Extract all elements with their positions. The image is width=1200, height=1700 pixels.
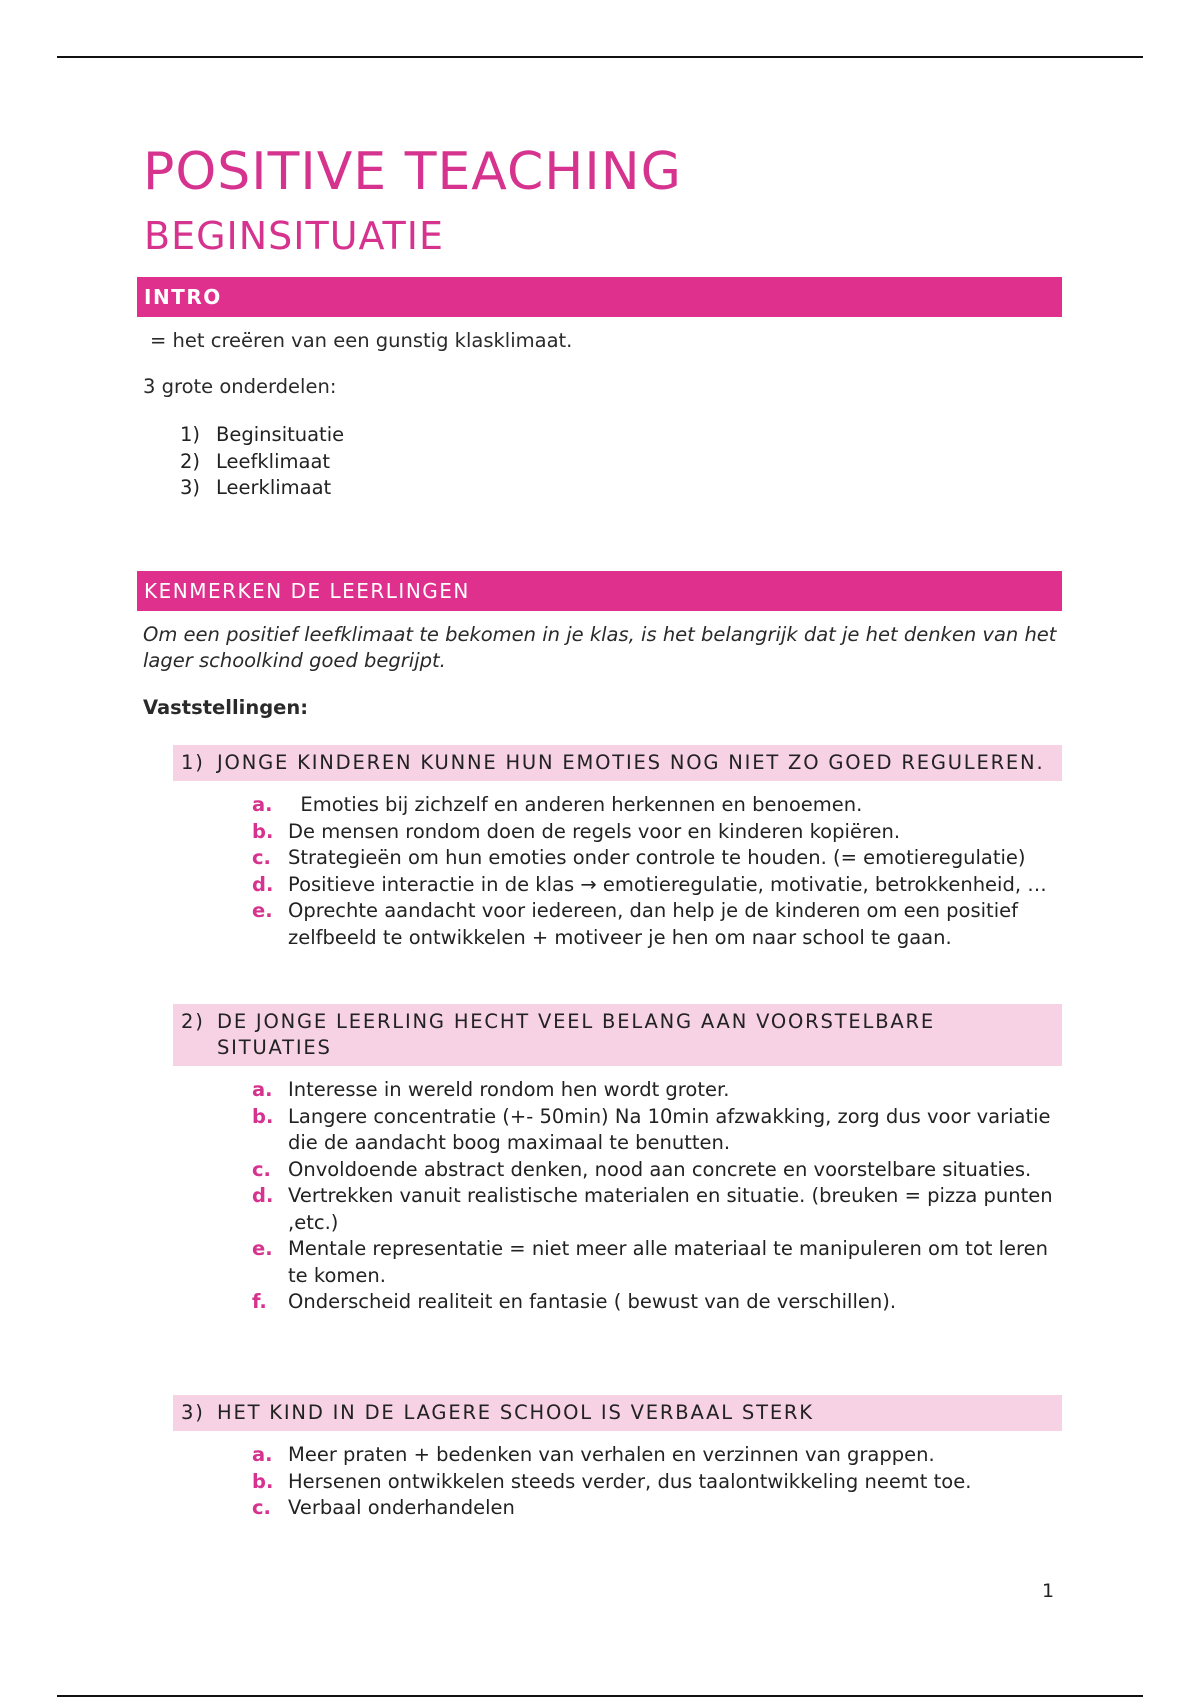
list-item: c. Verbaal onderhandelen [252,1496,515,1519]
list-item: b. Langere concentratie (+- 50min) Na 10min afzwakking, zorg dus voor variatie die de aandacht boog maximaal te benutten. [252,1104,1051,1154]
list-item: 1) Beginsituatie [180,423,345,446]
list-item: 2) Leefklimaat [180,449,331,473]
list-item: f. Onderscheid realiteit en fantasie ( bewust van de verschillen). [252,1290,897,1313]
list-item: a. Meer praten + bedenken van verhalen en verzinnen van grappen. [252,1443,935,1466]
list-item: a. Interesse in wereld rondom hen wordt groter. [252,1078,730,1101]
document-subtitle: BEGINSITUATIE [144,214,444,258]
vaststellingen-label: Vaststellingen: [143,696,309,719]
subsection-heading-3: 3) HET KIND IN DE LAGERE SCHOOL IS VERBAAL STERK [173,1395,1062,1431]
kenmerken-lead: Om een positief leefklimaat te bekomen in je klas, is het belangrijk dat je het denken van het lager schoolkind goed begrijpt. [143,623,1057,672]
list-item: 3) Leerklimaat [180,476,332,499]
subsection-heading-1: 1) JONGE KINDEREN KUNNE HUN EMOTIES NOG NIET ZO GOED REGULEREN. [173,745,1062,781]
list-item: b. Hersenen ontwikkelen steeds verder, dus taalontwikkeling neemt toe. [252,1469,972,1493]
list-item: d. Vertrekken vanuit realistische materialen en situatie. (breuken = pizza punten ,etc.) [252,1184,1053,1234]
footer-rule [57,1695,1143,1697]
list-item: c. Strategieën om hun emoties onder controle te houden. (= emotieregulatie) [252,846,1026,869]
section-heading-intro: INTRO [137,277,1062,317]
intro-parts-list [180,422,344,502]
page-number: 1 [1042,1580,1055,1602]
list-item: d. Positieve interactie in de klas → emotieregulatie, motivatie, betrokkenheid, … [252,872,1047,896]
list-item: c. Onvoldoende abstract denken, nood aan concrete en voorstelbare situaties. [252,1157,1032,1181]
document-title: POSITIVE TEACHING [143,142,682,202]
list-item: e. Mentale representatie = niet meer alle materiaal te manipuleren om tot leren te komen. [252,1237,1048,1287]
list-item: e. Oprechte aandacht voor iedereen, dan help je de kinderen om een positief zelfbeeld te ontwikkelen + motiveer je hen om naar school te gaan. [252,899,1018,949]
list-item: a. Emoties bij zichzelf en anderen herkennen en benoemen. [252,793,863,816]
intro-definition: = het creëren van een gunstig klasklimaat. [150,329,573,352]
list-item: b. De mensen rondom doen de regels voor en kinderen kopiëren. [252,819,901,843]
section-heading-kenmerken: KENMERKEN DE LEERLINGEN [137,571,1062,611]
subsection-3-list [252,1442,1062,1522]
subsection-heading-2: 2) DE JONGE LEERLING HECHT VEEL BELANG AAN VOORSTELBARE SITUATIES [173,1004,1062,1066]
header-rule [57,56,1143,58]
subsection-1-list [252,792,1062,951]
intro-parts-label: 3 grote onderdelen: [143,375,337,398]
subsection-2-list [252,1077,1062,1316]
